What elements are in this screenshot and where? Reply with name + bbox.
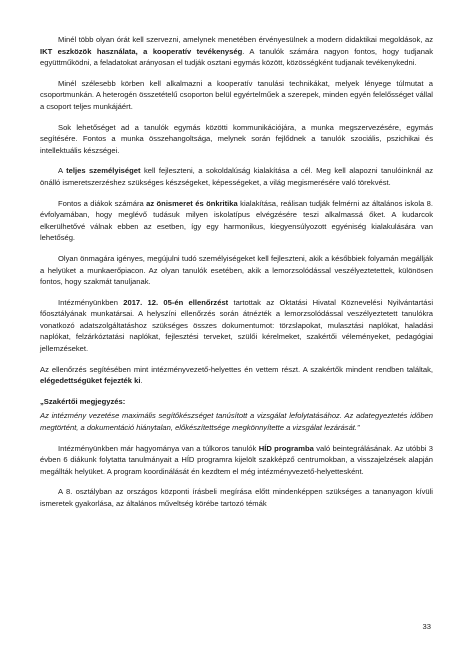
document-body [40, 34, 433, 387]
emphasis-text: HÍD programba [258, 443, 314, 453]
paragraph-text: Minél szélesebb körben kell alkalmazni a kooperatív tanulási technikákat, melyek lényege túlmutat a csoportmunkán. A heterogén összetételű csoporton belül egyértelműek a szerepek, minden egyén felelősséget vállal a csoport teljes munkájáért. [40, 78, 433, 111]
expert-remark-quote: Az intézmény vezetése maximális segítőkészséget tanúsított a vizsgálat lefolytatásához. Az adategyeztetés időben megtörtént, a dokumentáció hiánytalan, előkészítettsége megkönnyítette a vizsgálat lezárását.” [40, 411, 433, 433]
paragraph [40, 253, 433, 288]
page-number: 33 [422, 622, 431, 631]
paragraph-text: Fontos a diákok számára [58, 198, 147, 208]
paragraph-text: Sok lehetőséget ad a tanulók egymás közötti kommunikációjára, a munka megszervezésére, egymás segítésére. Fontos a munka összehangoltsága, melynek során fejlődnek a tanulók szociális, pszichikai és intellektuális készségei. [40, 122, 433, 155]
paragraph-text: való beintegrálásának. Az utóbbi 3 évben 6 diákunk folytatta tanulmányait a HÍD programra kijelölt szakképző centrumokban, a visszajelzések alapján megállták helyüket. A program koordinálását én kezdtem el még intézményvezető-helyettesként. [40, 443, 433, 476]
paragraph-text: Az ellenőrzés segítésében mint intézményvezető-helyettes én vettem részt. A szakértők mindent rendben találtak, [40, 364, 433, 374]
paragraph-text: . [140, 376, 143, 386]
paragraph [40, 78, 433, 113]
paragraph-text: Intézményünkben [58, 297, 124, 307]
paragraph [40, 198, 433, 244]
paragraph-text: A 8. osztályban az országos központi írásbeli megírása előtt mindenképpen szükséges a tananyagon kívüli ismeretek gyakorlása, az általános műveltség körébe tartozó témák [40, 487, 433, 508]
paragraph [40, 364, 433, 387]
expert-remark-heading: „Szakértői megjegyzés: [40, 396, 126, 406]
paragraph-text: Intézményünkben már hagyománya van a túlkoros tanulók [58, 443, 259, 453]
paragraph [40, 122, 433, 157]
paragraph [40, 34, 433, 69]
paragraph-text: A [58, 166, 67, 176]
paragraph [40, 486, 433, 509]
paragraph-text: Minél több olyan órát kell szervezni, amelynek menetében érvényesülnek a modern didaktikai megoldások, az [58, 35, 433, 44]
paragraph [40, 165, 433, 188]
document-body-continued [40, 443, 433, 510]
paragraph-text: Olyan önmagára igényes, megújulni tudó személyiségeket kell fejleszteni, akik a későbbiek folyamán megállják a helyüket a munkaerőpiacon. Az olyan tanulók esetében, akik a lemorzsolódással veszélyeztetettek, különösen fontos, hogy szakmát tanuljanak. [40, 253, 433, 287]
paragraph-text: kell fejleszteni, a sokoldalúság kialakítása a cél. Meg kell alapozni tanulóinknál az önálló ismeretszerzéshez szükséges készségeket, képességeket, a világ megismerésére való törekvést. [40, 166, 433, 187]
paragraph [40, 297, 433, 355]
emphasis-text: elégedettségüket fejezték ki [40, 376, 141, 386]
paragraph-text: kialakítása, reálisan tudják felmérni az általános iskola 8. évfolyamában, hogy meglévő tudásuk milyen iskolatípus elvégzésére teszi alkalmassá őket. A kudarcok elkerülhetővé válnak ebben az esetben, így egy harmonikus, kiegyensúlyozott egyéniség kialakulására van lehetőség. [40, 198, 433, 243]
emphasis-text: teljes személyiséget [66, 166, 141, 176]
paragraph [40, 443, 433, 478]
emphasis-text: IKT eszközök használata, a kooperatív tevékenység [40, 46, 243, 56]
emphasis-text: 2017. 12. 05-én ellenőrzést [123, 297, 229, 307]
paragraph-text: tartottak az Oktatási Hivatal Köznevelési Nyilvántartási főosztályának munkatársai. A helyszíni ellenőrzés során átnézték a lemorzsolódással veszélyeztetett tanulókra vonatkozó adatszolgáltatáshoz szükséges összes dokumentumot: törzslapokat, mulasztási naplókat, haladási naplókat, felzárkóztatási naplókat, fejlesztési terveket, szülői kérelmeket, szakértői véleményeket, pedagógiai jellemzéseket. [40, 297, 434, 354]
emphasis-text: az önismeret és önkritika [146, 198, 238, 208]
paragraph-text: . A tanulók számára nagyon fontos, hogy tudjanak együttműködni, a feladatokat arányosan el tudják osztani egymás között, közösségként tudjanak tevékenykedni. [40, 46, 433, 68]
